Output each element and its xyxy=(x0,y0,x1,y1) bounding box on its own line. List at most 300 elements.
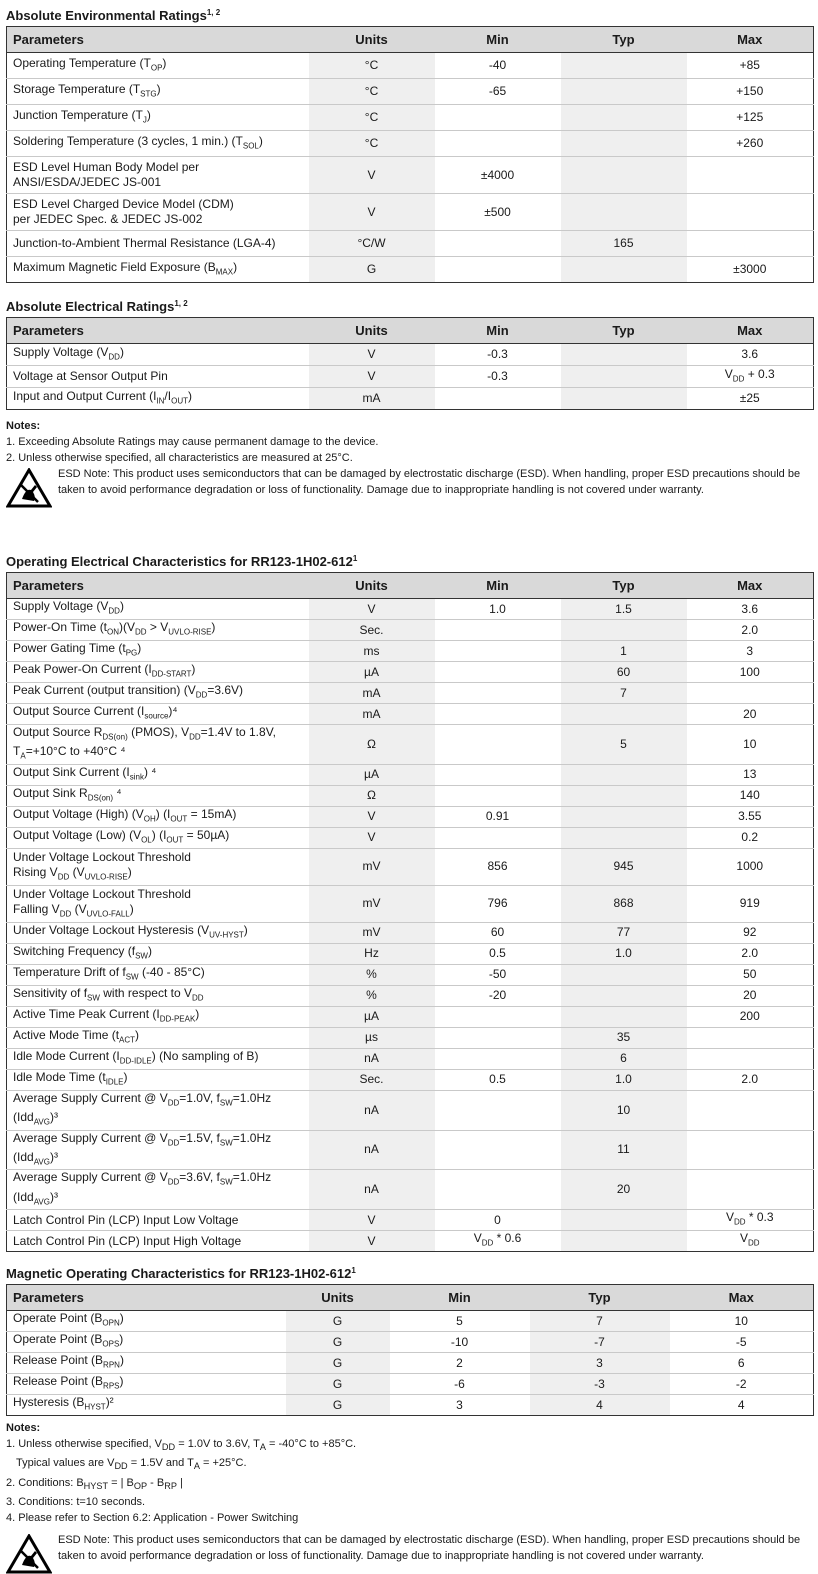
table-row xyxy=(7,599,814,620)
min-cell xyxy=(435,785,561,806)
min-cell: 796 xyxy=(435,885,561,922)
env-title: Absolute Environmental Ratings$^{1, 2}$ xyxy=(6,8,221,23)
param-cell: Peak Current (output transition) $(V_{DD}=3.6V)$ xyxy=(7,683,309,704)
min-cell: ±4000 xyxy=(435,157,561,194)
units-cell: V xyxy=(309,366,435,388)
units-cell: µs xyxy=(309,1027,435,1048)
max-cell: 4 xyxy=(737,1397,745,1412)
note-item: 1. Unless otherwise specified, $V_{DD} = 1.0V$ to 3.6V, $T_A = -40^\circ C$ to +85°C. xyxy=(6,1438,357,1453)
units-cell: V xyxy=(309,827,435,848)
column-header: Parameters xyxy=(7,318,309,344)
units-cell: V xyxy=(309,157,435,194)
column-header: Parameters xyxy=(7,573,309,599)
notes-heading: Notes: xyxy=(6,420,41,432)
typ-cell xyxy=(561,1210,687,1231)
param-cell: Temperature Drift of $f_{SW}$ (-40 - 85°C) xyxy=(7,964,309,985)
param-cell: Average Supply Current @ $V_{DD}=1.0V$, $f_{SW}=1.0Hz$ (Idd$_{AVG}$)³ xyxy=(7,1090,309,1130)
min-cell xyxy=(435,388,561,410)
min-cell: -0.3 xyxy=(435,366,561,388)
max-cell: $V_{DD} + 0.3$ xyxy=(687,366,814,388)
max-cell: $V_{DD}$ xyxy=(739,1231,760,1248)
min-cell: 1.0 xyxy=(435,599,561,620)
typ-cell: 4 xyxy=(530,1395,670,1416)
esd-warning-icon xyxy=(6,1534,52,1574)
min-cell xyxy=(435,641,561,662)
param-cell: Power-On Time $(t_{ON})(V_{DD} > V_{UVLO-RISE})$ xyxy=(7,620,309,641)
column-header: Max xyxy=(687,27,814,53)
min-cell xyxy=(435,1170,561,1210)
max-cell: 3.6 xyxy=(687,344,814,366)
typ-cell xyxy=(561,964,687,985)
column-header: Min xyxy=(390,1285,530,1311)
min-cell: -20 xyxy=(435,985,561,1006)
min-cell xyxy=(435,1006,561,1027)
param-cell: Junction Temperature $(T_J)$ xyxy=(7,105,309,131)
max-cell: 6 xyxy=(670,1353,814,1374)
table-row xyxy=(7,1006,814,1027)
units-cell: Ω xyxy=(309,725,435,765)
max-cell xyxy=(687,194,814,231)
max-cell: 10 xyxy=(670,1311,814,1332)
min-cell: 60 xyxy=(435,922,561,943)
min-cell xyxy=(435,704,561,725)
typ-cell: -7 xyxy=(530,1332,670,1353)
esd-warning-icon xyxy=(6,468,52,508)
min-cell xyxy=(435,131,561,157)
param-cell: Voltage at Sensor Output Pin xyxy=(7,366,309,388)
max-cell: 140 xyxy=(687,785,814,806)
max-cell: +125 xyxy=(687,105,814,131)
typ-cell xyxy=(561,257,687,283)
min-cell: 0.5 xyxy=(435,943,561,964)
typ-cell xyxy=(561,620,687,641)
column-header: Max xyxy=(687,318,814,344)
typ-cell xyxy=(561,985,687,1006)
min-cell xyxy=(435,827,561,848)
column-header: Units xyxy=(286,1285,390,1311)
table-row xyxy=(7,1170,814,1210)
units-cell: mA xyxy=(309,683,435,704)
units-cell: mV xyxy=(309,848,435,885)
table-header-row xyxy=(7,318,814,344)
table-row xyxy=(7,53,814,79)
param-cell: Switching Frequency $(f_{SW})$ xyxy=(7,943,309,964)
param-cell: Average Supply Current @ $V_{DD}=3.6V$, $f_{SW}=1.0Hz$ (Idd$_{AVG}$)³ xyxy=(7,1170,309,1210)
operating-table xyxy=(6,572,814,1252)
typ-cell: 6 xyxy=(561,1048,687,1069)
param-cell: Output Voltage (Low) $(V_{OL}) (I_{OUT} = 50\mu A)$ xyxy=(7,827,309,848)
param-cell: Storage Temperature $(T_{STG})$ xyxy=(7,79,309,105)
table-row xyxy=(7,806,814,827)
typ-cell: 7 xyxy=(530,1311,670,1332)
min-cell: -0.3 xyxy=(435,344,561,366)
typ-cell: 1.0 xyxy=(561,1069,687,1090)
table-row xyxy=(7,964,814,985)
column-header: Typ xyxy=(561,573,687,599)
notes-1 xyxy=(6,418,813,466)
units-cell: V xyxy=(309,194,435,231)
typ-cell: 20 xyxy=(561,1170,687,1210)
param-cell: Idle Mode Current $(I_{DD-IDLE})$ (No sampling of B) xyxy=(7,1048,309,1069)
max-cell: 200 xyxy=(687,1006,814,1027)
param-cell: Junction-to-Ambient Thermal Resistance (LGA-4) xyxy=(7,231,309,257)
param-cell: Active Time Peak Current $(I_{DD-PEAK})$ xyxy=(7,1006,309,1027)
column-header: Min xyxy=(435,573,561,599)
units-cell: ms xyxy=(309,641,435,662)
max-cell: 92 xyxy=(687,922,814,943)
units-cell: G xyxy=(286,1353,390,1374)
units-cell: °C/W xyxy=(309,231,435,257)
column-header: Max xyxy=(670,1285,814,1311)
min-cell: 0.91 xyxy=(435,806,561,827)
max-cell: +260 xyxy=(687,131,814,157)
units-cell: °C xyxy=(309,79,435,105)
typ-cell: 7 xyxy=(561,683,687,704)
note-item: 2. Conditions: $B_{HYST}$ = | $B_{OP} - B_{RP}$ | xyxy=(6,1476,183,1491)
units-cell: nA xyxy=(309,1170,435,1210)
units-cell: Hz xyxy=(309,943,435,964)
max-cell xyxy=(687,683,814,704)
column-header: Parameters xyxy=(7,1285,286,1311)
param-cell: Output Voltage (High) $(V_{OH}) (I_{OUT} = 15mA)$ xyxy=(7,806,309,827)
units-cell: Sec. xyxy=(309,620,435,641)
esd-note-2 xyxy=(6,1532,813,1574)
typ-cell: 10 xyxy=(561,1090,687,1130)
table-row xyxy=(7,1231,814,1252)
typ-cell: 165 xyxy=(561,231,687,257)
typ-cell xyxy=(561,827,687,848)
table-row xyxy=(7,943,814,964)
magnetic-table xyxy=(6,1284,814,1416)
max-cell: 13 xyxy=(687,764,814,785)
typ-cell xyxy=(561,53,687,79)
magnetic-title: Magnetic Operating Characteristics for $RR123-1H02-612^1$ xyxy=(6,1266,356,1282)
param-cell: Average Supply Current @ $V_{DD}=1.5V$, $f_{SW}=1.0Hz$ (Idd$_{AVG}$)³ xyxy=(7,1130,309,1170)
max-cell: +150 xyxy=(687,79,814,105)
min-cell xyxy=(435,1090,561,1130)
param-cell: Output Sink Current $(I_{sink})$ ⁴ xyxy=(7,764,309,785)
units-cell: nA xyxy=(309,1130,435,1170)
max-cell: -5 xyxy=(670,1332,814,1353)
min-cell xyxy=(435,620,561,641)
units-cell: nA xyxy=(309,1048,435,1069)
min-cell: 0 xyxy=(435,1210,561,1231)
operating-title: Operating Electrical Characteristics for $RR123-1H02-612^1$ xyxy=(6,554,358,569)
column-header: Typ xyxy=(561,27,687,53)
max-cell: 3.55 xyxy=(687,806,814,827)
typ-cell: 945 xyxy=(561,848,687,885)
max-cell: 10 xyxy=(687,725,814,765)
units-cell: µA xyxy=(309,764,435,785)
table-row xyxy=(7,1048,814,1069)
note-item: 4. Please refer to Section 6.2: Application - Power Switching xyxy=(6,1511,299,1524)
param-cell: Idle Mode Time $(t_{IDLE})$ xyxy=(7,1069,309,1090)
typ-cell xyxy=(561,344,687,366)
column-header: Units xyxy=(309,27,435,53)
min-cell: -6 xyxy=(390,1374,530,1395)
datasheet-page xyxy=(6,0,813,1574)
min-cell: 3 xyxy=(456,1397,463,1412)
table-row xyxy=(7,620,814,641)
table-row xyxy=(7,704,814,725)
table-row xyxy=(7,344,814,366)
units-cell: G xyxy=(286,1374,390,1395)
table-row xyxy=(7,366,814,388)
units-cell: G xyxy=(286,1311,390,1332)
param-cell: Release Point $(B_{RPN})$ xyxy=(7,1353,286,1374)
table-row xyxy=(7,662,814,683)
typ-cell xyxy=(561,131,687,157)
note-item: 1. Exceeding Absolute Ratings may cause permanent damage to the device. xyxy=(6,436,379,448)
units-cell: mV xyxy=(309,922,435,943)
param-cell: Output Source Current $(I_{source})^4$ xyxy=(7,704,309,725)
max-cell xyxy=(687,1048,814,1069)
param-cell: Supply Voltage $(V_{DD})$ xyxy=(7,344,309,366)
min-cell: -40 xyxy=(435,53,561,79)
units-cell: mA xyxy=(309,388,435,410)
typ-cell: 5 xyxy=(561,725,687,765)
table-row xyxy=(7,1210,814,1231)
units-cell: µA xyxy=(309,662,435,683)
note-item: 3. Conditions: t=10 seconds. xyxy=(6,1495,146,1508)
typ-cell xyxy=(561,1006,687,1027)
units-cell: G xyxy=(286,1332,390,1353)
param-cell: Operate Point $(B_{OPN})$ xyxy=(7,1311,286,1332)
typ-cell xyxy=(561,785,687,806)
typ-cell xyxy=(561,806,687,827)
max-cell: 919 xyxy=(687,885,814,922)
min-cell: ±500 xyxy=(435,194,561,231)
units-cell: G xyxy=(309,257,435,283)
min-cell xyxy=(435,1048,561,1069)
min-cell xyxy=(435,683,561,704)
param-cell: Soldering Temperature (3 cycles, 1 min.) $(T_{SOL})$ xyxy=(7,131,309,157)
min-cell: -65 xyxy=(435,79,561,105)
units-cell: Sec. xyxy=(309,1069,435,1090)
table-row xyxy=(7,231,814,257)
param-cell: Maximum Magnetic Field Exposure $(B_{MAX})$ xyxy=(13,259,238,277)
max-cell: +85 xyxy=(687,53,814,79)
units-cell: mV xyxy=(309,885,435,922)
table-row xyxy=(7,1027,814,1048)
table-row xyxy=(7,388,814,410)
param-cell: Active Mode Time $(t_{ACT})$ xyxy=(7,1027,309,1048)
typ-cell: 1 xyxy=(561,641,687,662)
table-row xyxy=(7,725,814,765)
table-row xyxy=(7,885,814,922)
param-cell: Power Gating Time $(t_{PG})$ xyxy=(7,641,309,662)
typ-cell xyxy=(561,157,687,194)
table-row xyxy=(7,785,814,806)
units-cell: % xyxy=(309,985,435,1006)
min-cell xyxy=(435,725,561,765)
table-row xyxy=(7,985,814,1006)
typ-cell: 11 xyxy=(561,1130,687,1170)
table-row xyxy=(7,764,814,785)
units-cell: V xyxy=(309,806,435,827)
param-cell: Release Point $(B_{RPS})$ xyxy=(7,1374,286,1395)
min-cell xyxy=(435,105,561,131)
typ-cell: 60 xyxy=(561,662,687,683)
max-cell: 100 xyxy=(687,662,814,683)
max-cell: 20 xyxy=(687,704,814,725)
param-cell: Hysteresis $(B_{HYST})^2$ xyxy=(13,1395,114,1412)
max-cell xyxy=(687,1090,814,1130)
param-cell: Sensitivity of $f_{SW}$ with respect to $V_{DD}$ xyxy=(7,985,309,1006)
typ-cell: 1.0 xyxy=(561,943,687,964)
param-cell: Operating Temperature $(T_{OP})$ xyxy=(7,53,309,79)
max-cell: 0.2 xyxy=(687,827,814,848)
units-cell: V xyxy=(309,599,435,620)
max-cell: 3 xyxy=(687,641,814,662)
param-cell: ESD Level Charged Device Model (CDM) per JEDEC Spec. & JEDEC JS-002 xyxy=(7,194,309,231)
typ-cell xyxy=(561,388,687,410)
column-header: Units xyxy=(309,318,435,344)
typ-cell: 3 xyxy=(530,1353,670,1374)
min-cell xyxy=(435,1027,561,1048)
units-cell: Ω xyxy=(309,785,435,806)
min-cell: 856 xyxy=(435,848,561,885)
column-header: Parameters xyxy=(7,27,309,53)
units-cell: V xyxy=(309,1231,435,1252)
typ-cell xyxy=(561,764,687,785)
table-row xyxy=(7,1353,814,1374)
typ-cell xyxy=(561,1231,687,1252)
min-cell: -10 xyxy=(390,1332,530,1353)
max-cell: ±25 xyxy=(739,391,760,405)
param-cell: Output Sink $R_{DS(on)}$ ⁴ xyxy=(7,785,309,806)
esd-note-text: ESD Note: This product uses semiconductors that can be damaged by electrostatic discharge (ESD). When handling, proper ESD precautions should be taken to avoid performance degradation or loss of functionality. Damage due to inappropriate handling is not covered under warranty. xyxy=(58,1533,801,1562)
param-cell: Latch Control Pin (LCP) Input High Voltage xyxy=(13,1233,242,1248)
max-cell: 50 xyxy=(687,964,814,985)
table-row xyxy=(7,641,814,662)
param-cell: Under Voltage Lockout Threshold Rising $V_{DD}$ $(V_{UVLO-RISE})$ xyxy=(7,848,309,885)
typ-cell xyxy=(561,704,687,725)
param-cell: Input and Output Current $(I_{IN}/I_{OUT})$ xyxy=(13,388,192,406)
esd-note-1 xyxy=(6,466,813,508)
param-cell: ESD Level Human Body Model per ANSI/ESDA/JEDEC JS-001 xyxy=(7,157,309,194)
max-cell xyxy=(687,1170,814,1210)
param-cell: Output Source $R_{DS(on)}$ (PMOS), $V_{DD}=1.4V$ to 1.8V, $T_A=+10^\circ C$ to +40°C ⁴ xyxy=(7,725,309,765)
param-cell: Supply Voltage $(V_{DD})$ xyxy=(7,599,309,620)
esd-note-text: ESD Note: This product uses semiconductors that can be damaged by electrostatic discharge (ESD). When handling, proper ESD precautions should be taken to avoid performance degradation or loss of functionality. Damage due to inappropriate handling is not covered under warranty. xyxy=(58,468,801,496)
column-header: Typ xyxy=(561,318,687,344)
table-row xyxy=(7,157,814,194)
units-cell: nA xyxy=(309,1090,435,1130)
typ-cell: 35 xyxy=(561,1027,687,1048)
table-header-row xyxy=(7,1285,814,1311)
typ-cell: 868 xyxy=(561,885,687,922)
units-cell: V xyxy=(309,1210,435,1231)
max-cell: 2.0 xyxy=(687,943,814,964)
min-cell: 0.5 xyxy=(435,1069,561,1090)
max-cell: ±3000 xyxy=(733,262,767,276)
max-cell: 3.6 xyxy=(687,599,814,620)
param-cell: Under Voltage Lockout Hysteresis $(V_{UV-HYST})$ xyxy=(7,922,309,943)
max-cell: 2.0 xyxy=(687,1069,814,1090)
env-table xyxy=(6,26,814,283)
max-cell xyxy=(687,231,814,257)
table-row xyxy=(7,1374,814,1395)
max-cell xyxy=(687,1027,814,1048)
min-cell xyxy=(435,662,561,683)
notes-2 xyxy=(6,1420,813,1526)
typ-cell xyxy=(561,79,687,105)
table-row xyxy=(7,79,814,105)
max-cell xyxy=(687,1130,814,1170)
min-cell: 2 xyxy=(390,1353,530,1374)
table-row xyxy=(7,131,814,157)
typ-cell: 1.5 xyxy=(561,599,687,620)
max-cell: 2.0 xyxy=(687,620,814,641)
typ-cell: 77 xyxy=(561,922,687,943)
column-header: Min xyxy=(435,27,561,53)
table-row xyxy=(7,105,814,131)
note-item: Typical values are $V_{DD} = 1.5V$ and $T_A = +25^\circ C$. xyxy=(16,1457,247,1472)
table-row xyxy=(7,1090,814,1130)
table-row xyxy=(7,848,814,885)
column-header: Units xyxy=(309,573,435,599)
min-cell xyxy=(435,257,561,283)
table-row xyxy=(7,827,814,848)
units-cell: G xyxy=(286,1395,390,1416)
min-cell: -50 xyxy=(435,964,561,985)
column-header: Min xyxy=(435,318,561,344)
elec-table xyxy=(6,317,814,410)
table-row xyxy=(7,1311,814,1332)
notes-heading: Notes: xyxy=(6,1422,41,1435)
table-header-row xyxy=(7,573,814,599)
max-cell: 20 xyxy=(687,985,814,1006)
param-cell: Latch Control Pin (LCP) Input Low Voltage xyxy=(7,1210,309,1231)
column-header: Typ xyxy=(530,1285,670,1311)
param-cell: Peak Power-On Current $(I_{DD-START})$ xyxy=(7,662,309,683)
column-header: Max xyxy=(687,573,814,599)
table-row xyxy=(7,194,814,231)
min-cell: 5 xyxy=(390,1311,530,1332)
table-row xyxy=(7,1332,814,1353)
elec-title: Absolute Electrical Ratings$^{1, 2}$ xyxy=(6,299,188,314)
min-cell xyxy=(435,1130,561,1170)
table-row xyxy=(7,683,814,704)
min-cell: $V_{DD} * 0.6$ xyxy=(473,1231,522,1248)
units-cell: % xyxy=(309,964,435,985)
units-cell: °C xyxy=(309,105,435,131)
typ-cell xyxy=(561,105,687,131)
table-header-row xyxy=(7,27,814,53)
typ-cell: -3 xyxy=(530,1374,670,1395)
units-cell: µA xyxy=(309,1006,435,1027)
max-cell xyxy=(687,157,814,194)
typ-cell xyxy=(561,194,687,231)
max-cell: 1000 xyxy=(687,848,814,885)
max-cell: -2 xyxy=(670,1374,814,1395)
param-cell: Under Voltage Lockout Threshold Falling $V_{DD}$ $(V_{UVLO-FALL})$ xyxy=(7,885,309,922)
units-cell: mA xyxy=(309,704,435,725)
units-cell: °C xyxy=(309,53,435,79)
units-cell: V xyxy=(309,344,435,366)
min-cell xyxy=(435,231,561,257)
table-row xyxy=(7,922,814,943)
min-cell xyxy=(435,764,561,785)
table-row xyxy=(7,1069,814,1090)
table-row xyxy=(7,1130,814,1170)
max-cell: $V_{DD} * 0.3$ xyxy=(687,1210,814,1231)
note-item: 2. Unless otherwise specified, all characteristics are measured at 25°C. xyxy=(6,452,353,464)
typ-cell xyxy=(561,366,687,388)
param-cell: Operate Point $(B_{OPS})$ xyxy=(7,1332,286,1353)
table-row xyxy=(7,257,814,283)
